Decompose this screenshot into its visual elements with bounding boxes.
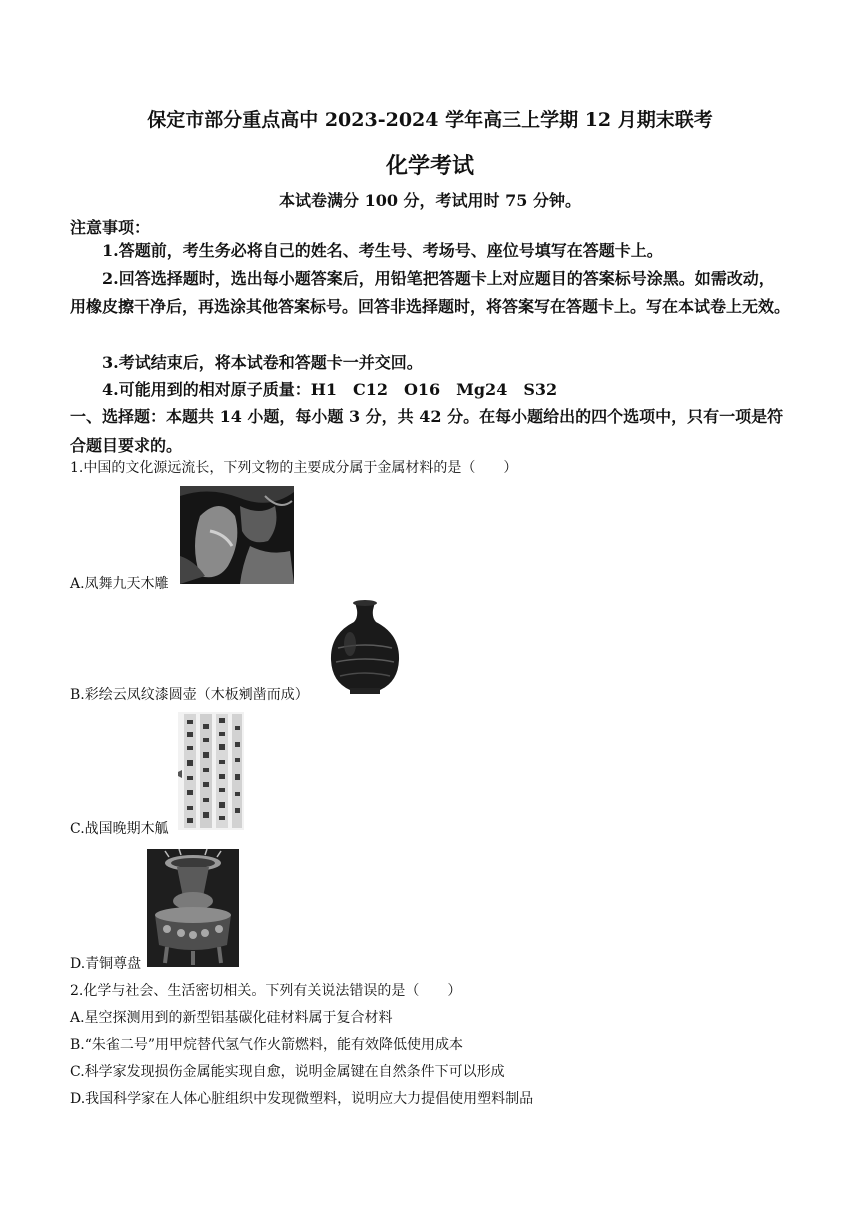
note-item-3: 3.考试结束后，将本试卷和答题卡一并交回。 bbox=[102, 353, 423, 372]
question-1-option-b: B.彩绘云凤纹漆圆壶（木板剜凿而成） bbox=[70, 687, 309, 703]
note-item-2: 2.回答选择题时，选出每小题答案后，用铅笔把答题卡上对应题目的答案标号涂黑。如需改动，用橡皮擦干净后，再选涂其他答案标号。回答非选择题时，将答案写在答题卡上。写在本试卷上无效。 bbox=[70, 269, 791, 316]
question-2-option-b: B.“朱雀二号”用甲烷替代氢气作火箭燃料，能有效降低使用成本 bbox=[70, 1037, 464, 1053]
note-item-1: 1.答题前，考生务必将自己的姓名、考生号、考场号、座位号填写在答题卡上。 bbox=[102, 241, 663, 260]
question-1-option-d: D.青铜尊盘 bbox=[70, 956, 142, 972]
exam-subject: 化学考试 bbox=[385, 153, 474, 179]
notes-heading: 注意事项： bbox=[70, 218, 151, 237]
question-2-stem: 2.化学与社会、生活密切相关。下列有关说法错误的是（ ） bbox=[70, 983, 462, 999]
question-2-option-d: D.我国科学家在人体心脏组织中发现微塑料，说明应大力提倡使用塑料制品 bbox=[70, 1091, 534, 1107]
section-heading: 一、选择题：本题共 14 小题，每小题 3 分，共 42 分。在每小题给出的四个选项中，只有一项是符合题目要求的。 bbox=[70, 407, 784, 455]
wood-carving-image bbox=[180, 486, 294, 584]
lacquer-pot-image bbox=[328, 598, 402, 696]
question-2-option-c: C.科学家发现损伤金属能实现自愈，说明金属键在自然条件下可以形成 bbox=[70, 1064, 505, 1080]
wooden-gu-image bbox=[178, 712, 244, 830]
question-1-option-c: C.战国晚期木觚 bbox=[70, 821, 169, 837]
note-item-4: 4.可能用到的相对原子质量：H1 C12 O16 Mg24 S32 bbox=[102, 380, 558, 399]
question-1-stem: 1.中国的文化源远流长，下列文物的主要成分属于金属材料的是（ ） bbox=[70, 460, 518, 476]
exam-info: 本试卷满分 100 分，考试用时 75 分钟。 bbox=[279, 191, 581, 210]
question-2-option-a: A.星空探测用到的新型铝基碳化硅材料属于复合材料 bbox=[70, 1010, 393, 1026]
exam-title: 保定市部分重点高中 2023-2024 学年高三上学期 12 月期末联考 bbox=[147, 109, 713, 131]
bronze-zunpan-image bbox=[147, 849, 239, 967]
question-1-option-a: A.凤舞九天木雕 bbox=[70, 576, 169, 592]
